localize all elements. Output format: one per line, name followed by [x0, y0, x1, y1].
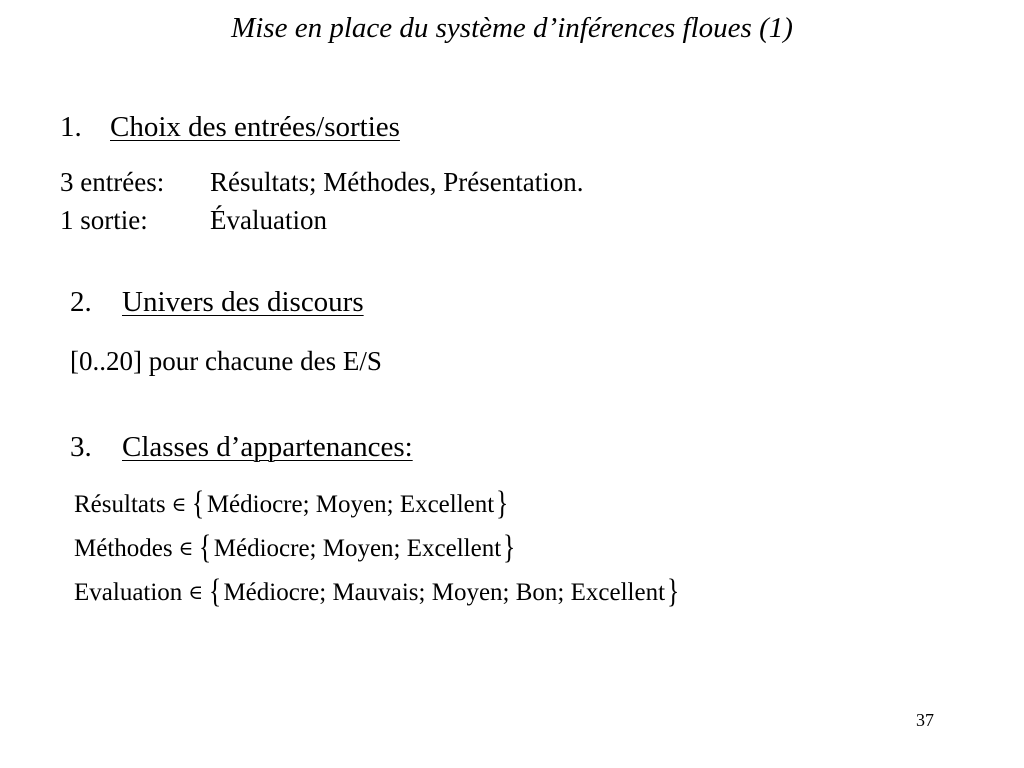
page-number: 37 — [916, 710, 934, 730]
set-members: Médiocre; Moyen; Excellent — [213, 535, 502, 562]
set-members: Médiocre; Mauvais; Moyen; Bon; Excellent — [223, 579, 666, 606]
io-row-outputs — [60, 203, 583, 237]
io-value: Évaluation — [210, 205, 327, 235]
slide-title: Mise en place du système d’inférences floues (1) — [231, 12, 793, 44]
open-brace: { — [209, 573, 222, 610]
section-3-title: Classes d’appartenances: — [122, 431, 413, 463]
membership-classes — [74, 482, 681, 614]
set-name: Evaluation — [74, 579, 183, 606]
element-of-symbol: ∈ — [178, 538, 194, 560]
set-members: Médiocre; Moyen; Excellent — [206, 491, 495, 518]
io-key: 1 sortie: — [60, 205, 148, 235]
section-2-number: 2. — [70, 286, 92, 318]
close-brace: } — [496, 485, 509, 522]
set-name: Méthodes — [74, 535, 173, 562]
section-3-number: 3. — [70, 431, 92, 463]
set-name: Résultats — [74, 491, 166, 518]
section-2-title: Univers des discours — [122, 286, 364, 318]
membership-row-resultats — [74, 482, 681, 526]
membership-row-evaluation — [74, 570, 681, 614]
section-1-title: Choix des entrées/sorties — [110, 111, 400, 143]
close-brace: } — [667, 573, 680, 610]
io-key: 3 entrées: — [60, 167, 165, 197]
universe-text: [0..20] pour chacune des E/S — [70, 346, 382, 376]
open-brace: { — [199, 529, 212, 566]
section-2-heading — [70, 285, 364, 319]
close-brace: } — [503, 529, 516, 566]
section-3-heading — [70, 430, 413, 464]
membership-row-methodes — [74, 526, 681, 570]
io-row-inputs — [60, 165, 583, 199]
io-value: Résultats; Méthodes, Présentation. — [210, 167, 584, 197]
section-1-heading — [60, 110, 400, 144]
io-list — [60, 165, 583, 237]
section-1-number: 1. — [60, 111, 82, 143]
open-brace: { — [192, 485, 205, 522]
element-of-symbol: ∈ — [171, 494, 187, 516]
element-of-symbol: ∈ — [188, 582, 204, 604]
